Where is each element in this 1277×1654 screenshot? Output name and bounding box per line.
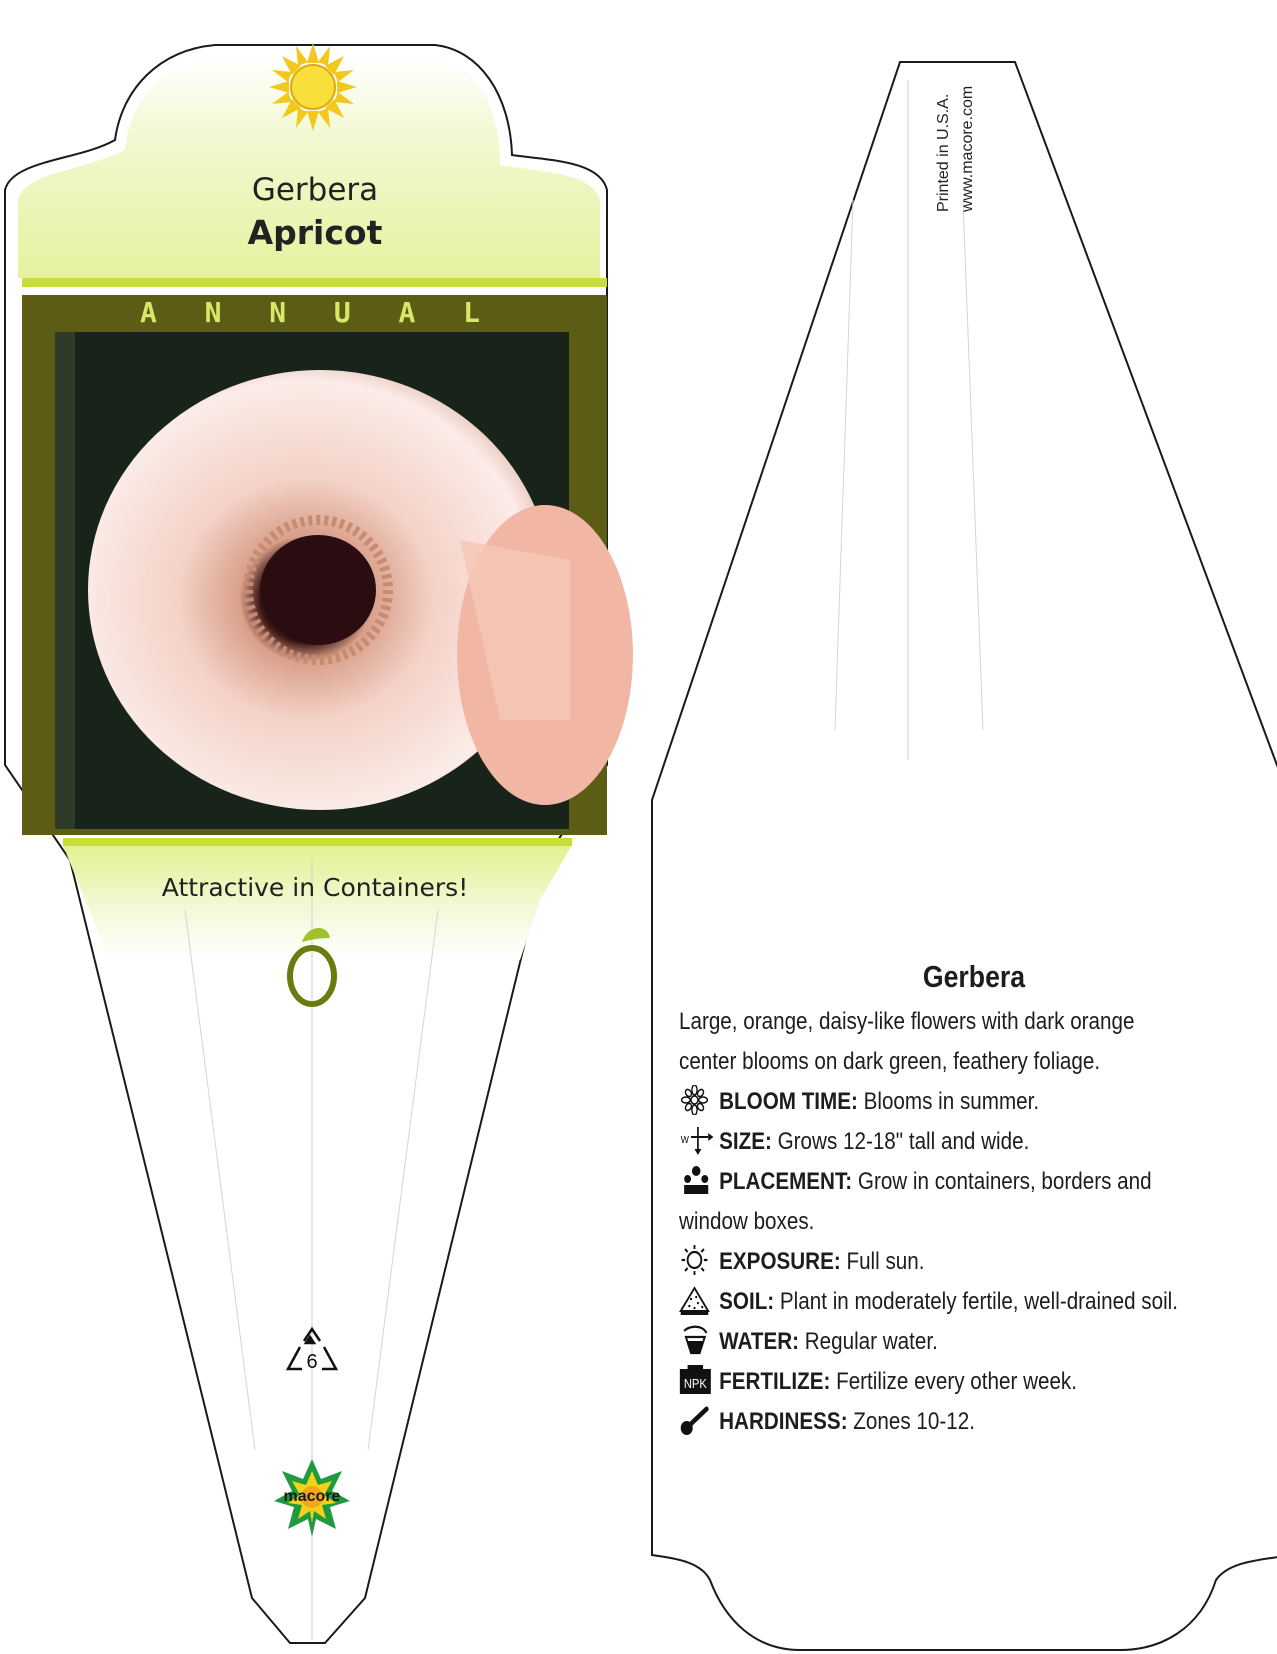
category-letter: A	[398, 296, 416, 329]
category-letter: U	[333, 296, 351, 329]
care-fertilize: NPK FERTILIZE: Fertilize every other week.	[679, 1362, 1186, 1402]
category-letter: N	[269, 296, 287, 329]
sun-outline-icon	[679, 1245, 713, 1275]
care-size: W SIZE: Grows 12-18" tall and wide.	[679, 1122, 1186, 1162]
description-line: Large, orange, daisy-like flowers with dark orange	[679, 1008, 1135, 1035]
npk-icon	[679, 1365, 713, 1395]
category-letter: A	[140, 296, 157, 329]
size-icon	[679, 1125, 713, 1155]
category-letter: L	[463, 296, 480, 329]
care-placement: PLACEMENT: Grow in containers, borders and	[679, 1162, 1186, 1202]
care-soil: SOIL: Plant in moderately fertile, well-drained soil.	[679, 1282, 1186, 1322]
care-exposure: EXPOSURE: Full sun.	[679, 1242, 1186, 1282]
care-hardiness: HARDINESS: Zones 10-12.	[679, 1402, 1186, 1442]
printed-in: Printed in U.S.A.	[935, 93, 952, 212]
recycle-code: 6	[306, 1351, 318, 1373]
category-letter: N	[204, 296, 222, 329]
care-water: WATER: Regular water.	[679, 1322, 1186, 1362]
placement-icon	[679, 1165, 713, 1195]
size-w-label: W	[680, 1134, 689, 1146]
website-url: www.macore.com	[959, 85, 976, 212]
sun-icon	[269, 43, 357, 131]
brand-name: macore	[283, 1488, 341, 1505]
description-line: center blooms on dark green, feathery foliage.	[679, 1048, 1101, 1075]
npk-label: NPK	[683, 1376, 707, 1392]
plant-variety: Apricot	[247, 213, 383, 252]
care-bloom-time: BLOOM TIME: Blooms in summer.	[679, 1082, 1186, 1122]
care-title: Gerbera	[922, 959, 1026, 994]
soil-icon	[679, 1285, 713, 1315]
care-placement-cont: window boxes.	[679, 1208, 815, 1235]
plant-category	[140, 296, 480, 329]
plant-genus: Gerbera	[251, 172, 379, 208]
slogan: Attractive in Containers!	[161, 873, 469, 902]
care-info	[679, 952, 1186, 1442]
thermometer-icon	[679, 1405, 713, 1435]
flower-icon	[679, 1085, 713, 1115]
watering-can-icon	[679, 1325, 713, 1355]
